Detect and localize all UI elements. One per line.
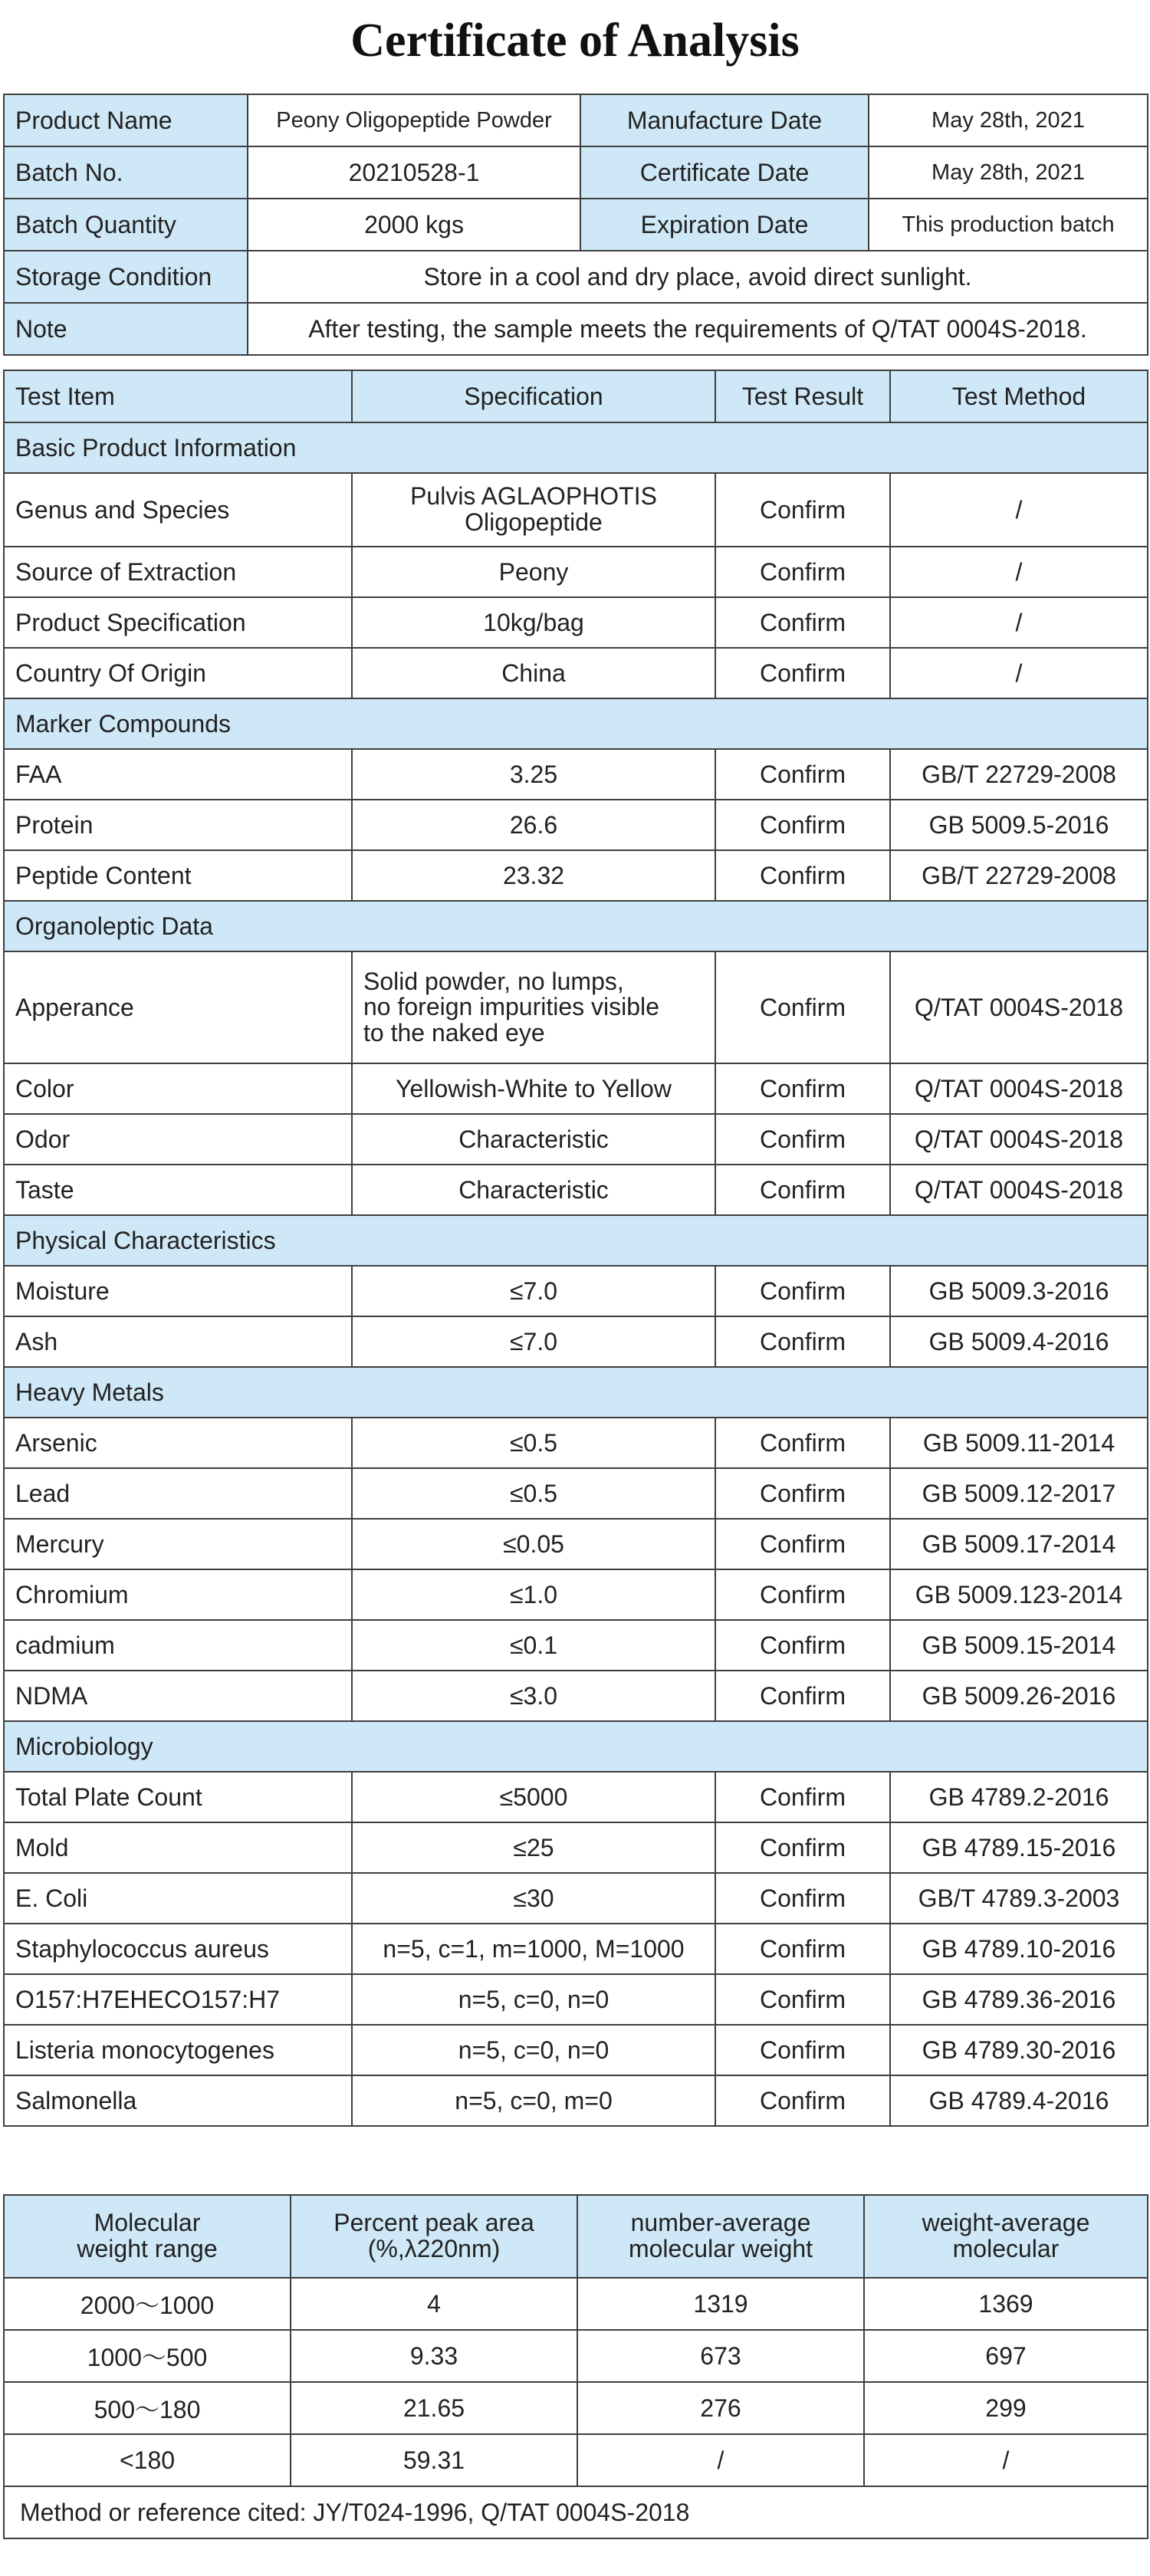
info-row <box>4 251 1148 303</box>
test-item: Staphylococcus aureus <box>4 1924 352 1974</box>
test-result: Confirm <box>715 850 890 901</box>
specification: Pulvis AGLAOPHOTIS Oligopeptide <box>352 473 715 547</box>
test-result: Confirm <box>715 473 890 547</box>
test-method: GB/T 4789.3-2003 <box>890 1873 1148 1924</box>
mw-number-average: 276 <box>577 2382 864 2434</box>
test-result: Confirm <box>715 648 890 698</box>
mw-percent: 9.33 <box>291 2330 577 2382</box>
test-method: GB 5009.5-2016 <box>890 800 1148 850</box>
mw-footer-row <box>4 2486 1148 2538</box>
storage-condition-value: Store in a cool and dry place, avoid direct sunlight. <box>248 251 1148 303</box>
manufacture-date-label: Manufacture Date <box>580 94 869 146</box>
note-label: Note <box>4 303 248 355</box>
test-item: Peptide Content <box>4 850 352 901</box>
test-item: Lead <box>4 1468 352 1519</box>
table-row <box>4 2075 1148 2126</box>
test-method: GB 4789.4-2016 <box>890 2075 1148 2126</box>
specification: ≤0.5 <box>352 1418 715 1468</box>
header-test-item: Test Item <box>4 370 352 422</box>
table-row <box>4 597 1148 648</box>
section-header-row <box>4 1215 1148 1266</box>
section-header-row <box>4 698 1148 749</box>
mw-number-average: 1319 <box>577 2278 864 2330</box>
specification: n=5, c=1, m=1000, M=1000 <box>352 1924 715 1974</box>
storage-condition-label: Storage Condition <box>4 251 248 303</box>
test-item: Genus and Species <box>4 473 352 547</box>
table-row <box>4 547 1148 597</box>
test-result: Confirm <box>715 2025 890 2075</box>
table-row <box>4 749 1148 800</box>
mw-range: 500～180 <box>4 2382 291 2434</box>
product-name-label: Product Name <box>4 94 248 146</box>
specification: 10kg/bag <box>352 597 715 648</box>
section-title: Microbiology <box>4 1721 1148 1772</box>
test-method: GB/T 22729-2008 <box>890 749 1148 800</box>
test-item: Listeria monocytogenes <box>4 2025 352 2075</box>
test-item: Arsenic <box>4 1418 352 1468</box>
mw-weight-average: 697 <box>864 2330 1148 2382</box>
table-row <box>4 1974 1148 2025</box>
mw-range: <180 <box>4 2434 291 2486</box>
table-row <box>4 1569 1148 1620</box>
table-row <box>4 1468 1148 1519</box>
specification: ≤0.5 <box>352 1468 715 1519</box>
mw-percent: 4 <box>291 2278 577 2330</box>
test-item: Product Specification <box>4 597 352 648</box>
mw-range: 2000～1000 <box>4 2278 291 2330</box>
table-row <box>4 1873 1148 1924</box>
section-title: Basic Product Information <box>4 422 1148 473</box>
test-result: Confirm <box>715 1266 890 1316</box>
test-result: Confirm <box>715 1671 890 1721</box>
test-method: GB 5009.123-2014 <box>890 1569 1148 1620</box>
test-method: Q/TAT 0004S-2018 <box>890 1165 1148 1215</box>
document-title: Certificate of Analysis <box>350 15 800 67</box>
test-item: Color <box>4 1063 352 1114</box>
specification: ≤5000 <box>352 1772 715 1822</box>
test-result: Confirm <box>715 800 890 850</box>
section-title: Physical Characteristics <box>4 1215 1148 1266</box>
test-method: GB 5009.4-2016 <box>890 1316 1148 1367</box>
mw-row <box>4 2382 1148 2434</box>
test-method: GB 4789.30-2016 <box>890 2025 1148 2075</box>
batch-no-label: Batch No. <box>4 146 248 199</box>
specification: Yellowish-White to Yellow <box>352 1063 715 1114</box>
test-method: GB 4789.10-2016 <box>890 1924 1148 1974</box>
specification: ≤7.0 <box>352 1266 715 1316</box>
table-row <box>4 951 1148 1063</box>
table-row <box>4 1620 1148 1671</box>
mw-row <box>4 2278 1148 2330</box>
specification: Characteristic <box>352 1114 715 1165</box>
specification: ≤30 <box>352 1873 715 1924</box>
test-result: Confirm <box>715 1620 890 1671</box>
test-method: GB 5009.3-2016 <box>890 1266 1148 1316</box>
test-result: Confirm <box>715 1063 890 1114</box>
mw-weight-average: 299 <box>864 2382 1148 2434</box>
test-item: Chromium <box>4 1569 352 1620</box>
test-method: Q/TAT 0004S-2018 <box>890 951 1148 1063</box>
test-result: Confirm <box>715 1468 890 1519</box>
info-row <box>4 94 1148 146</box>
certificate-date-value: May 28th, 2021 <box>869 146 1148 199</box>
specification: ≤3.0 <box>352 1671 715 1721</box>
test-result: Confirm <box>715 1418 890 1468</box>
section-header-row <box>4 422 1148 473</box>
specification: Solid powder, no lumps, no foreign impurities visible to the naked eye <box>352 951 715 1063</box>
header-number-average: number-average molecular weight <box>577 2195 864 2278</box>
mw-row <box>4 2434 1148 2486</box>
section-header-row <box>4 1721 1148 1772</box>
expiration-date-value: This production batch <box>869 199 1148 251</box>
table-row <box>4 1266 1148 1316</box>
section-header-row <box>4 1367 1148 1418</box>
mw-weight-average: 1369 <box>864 2278 1148 2330</box>
test-result: Confirm <box>715 1569 890 1620</box>
section-title: Heavy Metals <box>4 1367 1148 1418</box>
test-item: O157:H7EHECO157:H7 <box>4 1974 352 2025</box>
test-results-table <box>3 370 1148 2127</box>
batch-quantity-label: Batch Quantity <box>4 199 248 251</box>
specification: ≤25 <box>352 1822 715 1873</box>
mw-number-average: / <box>577 2434 864 2486</box>
test-method: GB 5009.17-2014 <box>890 1519 1148 1569</box>
test-result: Confirm <box>715 1316 890 1367</box>
specification: China <box>352 648 715 698</box>
batch-quantity-value: 2000 kgs <box>248 199 580 251</box>
specification: n=5, c=0, m=0 <box>352 2075 715 2126</box>
specification: ≤7.0 <box>352 1316 715 1367</box>
table-row <box>4 648 1148 698</box>
header-molecular-weight-range: Molecular weight range <box>4 2195 291 2278</box>
table-row <box>4 1772 1148 1822</box>
test-method: / <box>890 547 1148 597</box>
table-header-row <box>4 370 1148 422</box>
specification: Peony <box>352 547 715 597</box>
test-item: Mold <box>4 1822 352 1873</box>
specification: ≤1.0 <box>352 1569 715 1620</box>
info-row <box>4 303 1148 355</box>
expiration-date-label: Expiration Date <box>580 199 869 251</box>
test-method: / <box>890 648 1148 698</box>
test-result: Confirm <box>715 749 890 800</box>
section-title: Organoleptic Data <box>4 901 1148 951</box>
table-row <box>4 1063 1148 1114</box>
table-row <box>4 2025 1148 2075</box>
section-header-row <box>4 901 1148 951</box>
test-result: Confirm <box>715 1822 890 1873</box>
test-item: Country Of Origin <box>4 648 352 698</box>
test-result: Confirm <box>715 1165 890 1215</box>
mw-percent: 59.31 <box>291 2434 577 2486</box>
section-title: Marker Compounds <box>4 698 1148 749</box>
specification: n=5, c=0, n=0 <box>352 1974 715 2025</box>
product-info-table <box>3 94 1148 356</box>
table-row <box>4 1519 1148 1569</box>
test-item: cadmium <box>4 1620 352 1671</box>
test-result: Confirm <box>715 547 890 597</box>
test-method: Q/TAT 0004S-2018 <box>890 1063 1148 1114</box>
test-method: / <box>890 597 1148 648</box>
test-method: GB 5009.26-2016 <box>890 1671 1148 1721</box>
batch-no-value: 20210528-1 <box>248 146 580 199</box>
test-item: Taste <box>4 1165 352 1215</box>
test-result: Confirm <box>715 1114 890 1165</box>
test-method: Q/TAT 0004S-2018 <box>890 1114 1148 1165</box>
header-test-result: Test Result <box>715 370 890 422</box>
table-row <box>4 850 1148 901</box>
mw-percent: 21.65 <box>291 2382 577 2434</box>
header-specification: Specification <box>352 370 715 422</box>
test-item: Mercury <box>4 1519 352 1569</box>
table-row <box>4 1924 1148 1974</box>
test-item: Total Plate Count <box>4 1772 352 1822</box>
test-result: Confirm <box>715 1974 890 2025</box>
info-row <box>4 146 1148 199</box>
test-result: Confirm <box>715 1924 890 1974</box>
table-row <box>4 473 1148 547</box>
mw-weight-average: / <box>864 2434 1148 2486</box>
test-item: Ash <box>4 1316 352 1367</box>
mw-number-average: 673 <box>577 2330 864 2382</box>
specification: Characteristic <box>352 1165 715 1215</box>
test-item: FAA <box>4 749 352 800</box>
test-item: Protein <box>4 800 352 850</box>
test-result: Confirm <box>715 1873 890 1924</box>
test-result: Confirm <box>715 1519 890 1569</box>
specification: 26.6 <box>352 800 715 850</box>
test-method: GB/T 22729-2008 <box>890 850 1148 901</box>
test-method: GB 5009.12-2017 <box>890 1468 1148 1519</box>
mw-range: 1000～500 <box>4 2330 291 2382</box>
certificate-date-label: Certificate Date <box>580 146 869 199</box>
test-item: Moisture <box>4 1266 352 1316</box>
specification: ≤0.1 <box>352 1620 715 1671</box>
table-row <box>4 800 1148 850</box>
test-method: GB 4789.15-2016 <box>890 1822 1148 1873</box>
header-weight-average: weight-average molecular <box>864 2195 1148 2278</box>
test-result: Confirm <box>715 951 890 1063</box>
test-method: GB 5009.11-2014 <box>890 1418 1148 1468</box>
table-row <box>4 1114 1148 1165</box>
mw-row <box>4 2330 1148 2382</box>
specification: ≤0.05 <box>352 1519 715 1569</box>
specification: n=5, c=0, n=0 <box>352 2025 715 2075</box>
table-row <box>4 1671 1148 1721</box>
table-row <box>4 1822 1148 1873</box>
test-result: Confirm <box>715 2075 890 2126</box>
info-row <box>4 199 1148 251</box>
mw-header-row <box>4 2195 1148 2278</box>
test-item: E. Coli <box>4 1873 352 1924</box>
header-test-method: Test Method <box>890 370 1148 422</box>
specification: 23.32 <box>352 850 715 901</box>
table-row <box>4 1418 1148 1468</box>
test-result: Confirm <box>715 597 890 648</box>
manufacture-date-value: May 28th, 2021 <box>869 94 1148 146</box>
test-item: Odor <box>4 1114 352 1165</box>
molecular-weight-table <box>3 2194 1148 2539</box>
note-value: After testing, the sample meets the requirements of Q/TAT 0004S-2018. <box>248 303 1148 355</box>
test-method: GB 5009.15-2014 <box>890 1620 1148 1671</box>
test-item: Salmonella <box>4 2075 352 2126</box>
table-row <box>4 1165 1148 1215</box>
product-name-value: Peony Oligopeptide Powder <box>248 94 580 146</box>
test-result: Confirm <box>715 1772 890 1822</box>
method-reference-note: Method or reference cited: JY/T024-1996, Q/TAT 0004S-2018 <box>4 2486 1148 2538</box>
test-method: GB 4789.36-2016 <box>890 1974 1148 2025</box>
test-item: NDMA <box>4 1671 352 1721</box>
test-method: / <box>890 473 1148 547</box>
table-row <box>4 1316 1148 1367</box>
header-percent-peak-area: Percent peak area (%,λ220nm) <box>291 2195 577 2278</box>
test-item: Source of Extraction <box>4 547 352 597</box>
test-item: Apperance <box>4 951 352 1063</box>
specification: 3.25 <box>352 749 715 800</box>
test-method: GB 4789.2-2016 <box>890 1772 1148 1822</box>
